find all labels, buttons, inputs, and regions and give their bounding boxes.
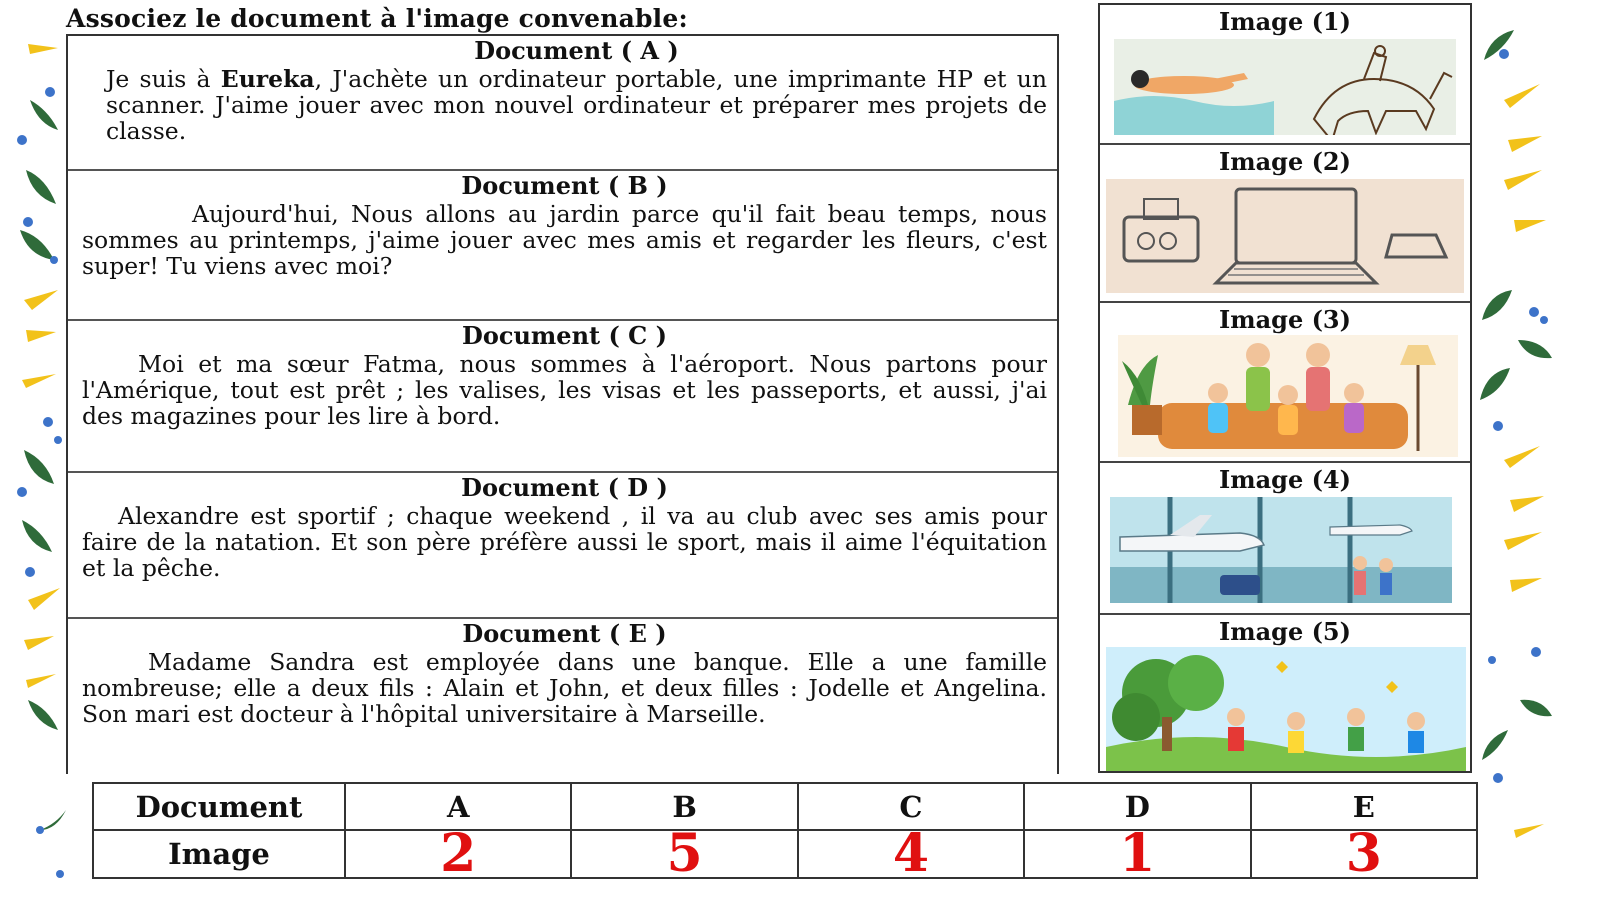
floral-border-left <box>0 0 66 900</box>
table-row-documents <box>93 783 1477 830</box>
image-label: Image (5) <box>1219 617 1351 646</box>
document-d <box>68 473 1057 619</box>
document-letter: A <box>345 783 571 830</box>
document-a <box>68 36 1057 171</box>
answer-number: 3 <box>1251 830 1477 878</box>
family-on-sofa-illustration <box>1118 335 1458 457</box>
document-text: Alexandre est sportif ; chaque weekend , il va au club avec ses amis pour faire de la natation. Et son père préfère aussi le sport, mais il aime l'équitation et la pêche. <box>82 502 1047 582</box>
answer-table <box>92 782 1478 884</box>
image-cell-2 <box>1100 145 1470 303</box>
instruction-heading: Associez le document à l'image convenable: <box>66 4 688 33</box>
answer-number: 1 <box>1024 830 1250 878</box>
document-title: Document ( C ) <box>462 321 667 350</box>
document-text: Je suis à Eureka, J'achète un ordinateur portable, une imprimante HP et un scanner. J'aime jouer avec mon nouvel ordinateur et préparer mes projets de classe. <box>106 65 1047 145</box>
image-cell-5 <box>1100 615 1470 771</box>
floral-border-right <box>1474 0 1600 900</box>
store-name: Eureka <box>220 65 315 93</box>
document-text: Madame Sandra est employée dans une banque. Elle a une famille nombreuse; elle a deux fils : Alain et John, et deux filles : Jodelle et Angelina. Son mari est docteur à l'hôpital universitaire à Marseille. <box>82 648 1047 728</box>
children-in-garden-illustration <box>1106 647 1466 771</box>
image-cell-1 <box>1100 5 1470 145</box>
answer-number: 4 <box>798 830 1024 878</box>
row-header-image: Image <box>93 830 345 878</box>
document-title: Document ( D ) <box>461 473 668 502</box>
image-cell-3 <box>1100 303 1470 463</box>
document-letter: D <box>1024 783 1250 830</box>
swimmer-horse-rider-illustration <box>1114 39 1456 135</box>
table-row-images <box>93 830 1477 878</box>
answer-number: 2 <box>345 830 571 878</box>
airport-illustration <box>1110 497 1452 603</box>
document-letter: C <box>798 783 1024 830</box>
document-e <box>68 619 1057 776</box>
document-title: Document ( E ) <box>462 619 667 648</box>
document-title: Document ( A ) <box>474 36 679 65</box>
document-text: Aujourd'hui, Nous allons au jardin parce qu'il fait beau temps, nous sommes au printemps, j'aime jouer avec mes amis et regarder les fleurs, c'est super! Tu viens avec moi? <box>82 200 1047 280</box>
image-label: Image (4) <box>1219 465 1351 494</box>
document-title: Document ( B ) <box>461 171 668 200</box>
laptop-printer-scanner-illustration <box>1106 179 1464 293</box>
image-cell-4 <box>1100 463 1470 615</box>
row-header-document: Document <box>93 783 345 830</box>
document-letter: E <box>1251 783 1477 830</box>
answer-number: 5 <box>571 830 797 878</box>
image-label: Image (2) <box>1219 147 1351 176</box>
image-label: Image (3) <box>1219 305 1351 334</box>
document-b <box>68 171 1057 321</box>
document-c <box>68 321 1057 473</box>
document-text: Moi et ma sœur Fatma, nous sommes à l'aéroport. Nous partons pour l'Amérique, tout est prêt ; les valises, les visas et les passeports, et aussi, j'ai des magazines pour les lire à bord. <box>82 350 1047 430</box>
document-letter: B <box>571 783 797 830</box>
image-label: Image (1) <box>1219 7 1351 36</box>
documents-panel <box>66 34 1059 774</box>
images-panel <box>1098 3 1472 773</box>
